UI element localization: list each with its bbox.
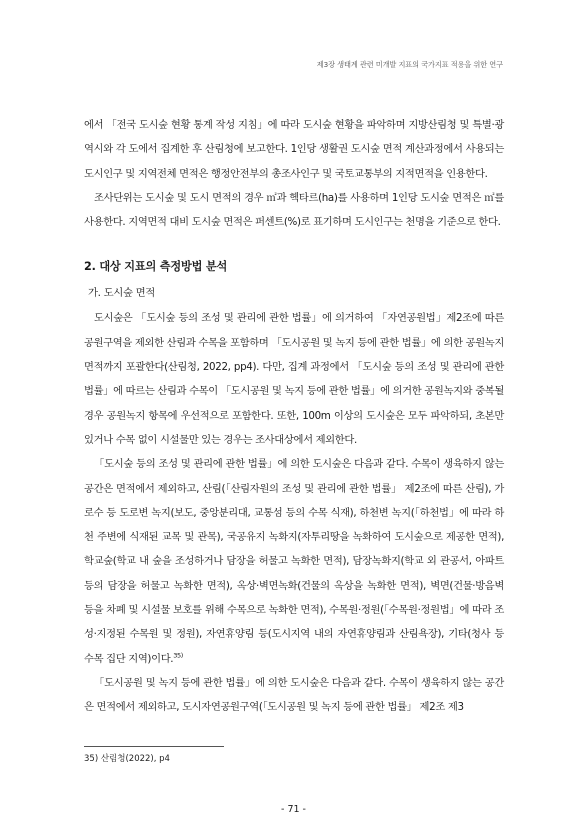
footnote: 35) 산림청(2022), p4 (84, 754, 170, 764)
running-header: 제3장 생태계 관련 미개발 지표의 국가지표 적용을 위한 연구 (316, 60, 503, 69)
section-heading: 2. 대상 지표의 측정방법 분석 (84, 260, 228, 274)
page-body (84, 113, 504, 720)
paragraph: 에서 「전국 도시숲 현황 통계 작성 지침」에 따라 도시숲 현황을 파악하며 지방산림청 및 특별·광역시와 각 도에서 집계한 후 산림청에 보고한다. 1인당 생활권 도시숲 면적 계산과정에서 사용되는 도시인구 및 지역전체 면적은 행정안전부의 총조사인구 및 국토교통부의 지적면적을 인용한다. (84, 119, 504, 180)
footnote-ref[interactable]: 35) (173, 651, 183, 660)
paragraph (84, 452, 504, 671)
paragraph: 「도시공원 및 녹지 등에 관한 법률」에 의한 도시숲은 다음과 같다. 수목이 생육하지 않는 공간은 면적에서 제외하고, 도시자연공원구역(「도시공원 및 녹지 등에 관한 법률」 제2조 제3 (84, 676, 504, 714)
subsection-heading: 가. 도시숲 면적 (88, 287, 155, 300)
paragraph: 조사단위는 도시숲 및 도시 면적의 경우 ㎡과 헥타르(ha)를 사용하며 1인당 도시숲 면적은 ㎡를 사용한다. 지역면적 대비 도시숲 면적은 퍼센트(%)로 표기하며 도시인구는 천명을 기준으로 한다. (84, 191, 504, 229)
page-number: - 71 - (281, 804, 306, 815)
paragraph: 도시숲은 「도시숲 등의 조성 및 관리에 관한 법률」에 의거하여 「자연공원법」제2조에 따른 공원구역을 제외한 산림과 수목을 포함하며 「도시공원 및 녹지 등에 관한 법률」에 의한 공원녹지 면적까지 포괄한다(산림청, 2022, pp4). 다만, 집계 과정에서 「도시숲 등의 조성 및 관리에 관한 법률」에 따르는 산림과 수목이 「도시공원 및 녹지 등에 관한 법률」에 의거한 공원녹지와 중복될 경우 공원녹지 항목에 우선적으로 포함한다. 또한, 100m 이상의 도시숲은 모두 파악하되, 초본만 있거나 수목 없이 시설물만 있는 경우는 조사대상에서 제외한다. (84, 312, 504, 446)
footnote-divider (84, 746, 224, 747)
paragraph-text: 「도시숲 등의 조성 및 관리에 관한 법률」에 의한 도시숲은 다음과 같다. 수목이 생육하지 않는 공간은 면적에서 제외하고, 산림(「산림자원의 조성 및 관리에 관한 법률」 제2조에 따른 산림), 가로수 등 도로변 녹지(보도, 중앙분리대, 교통섬 등의 수목 식재), 하천변 녹지(「하천법」에 따라 하천 주변에 식재된 교목 및 관목), 국공유지 녹화지(자투리땅을 녹화하여 도시숲으로 제공한 면적), 학교숲(학교 내 숲을 조성하거나 담장을 허물고 녹화한 면적), 담장녹화지(학교 외 관공서, 아파트 등의 담장을 허물고 녹화한 면적), 옥상·벽면녹화(건물의 옥상을 녹화한 면적), 벽면(건물·방음벽 등을 차폐 및 시설물 보호를 위해 수목으로 녹화한 면적), 수목원·정원(「수목원·정원법」에 따라 조성·지정된 수목원 및 정원), 자연휴양림 등(도시지역 내의 자연휴양림과 산림욕장), 기타(청사 등 수목 집단 지역)이다. (84, 458, 504, 665)
